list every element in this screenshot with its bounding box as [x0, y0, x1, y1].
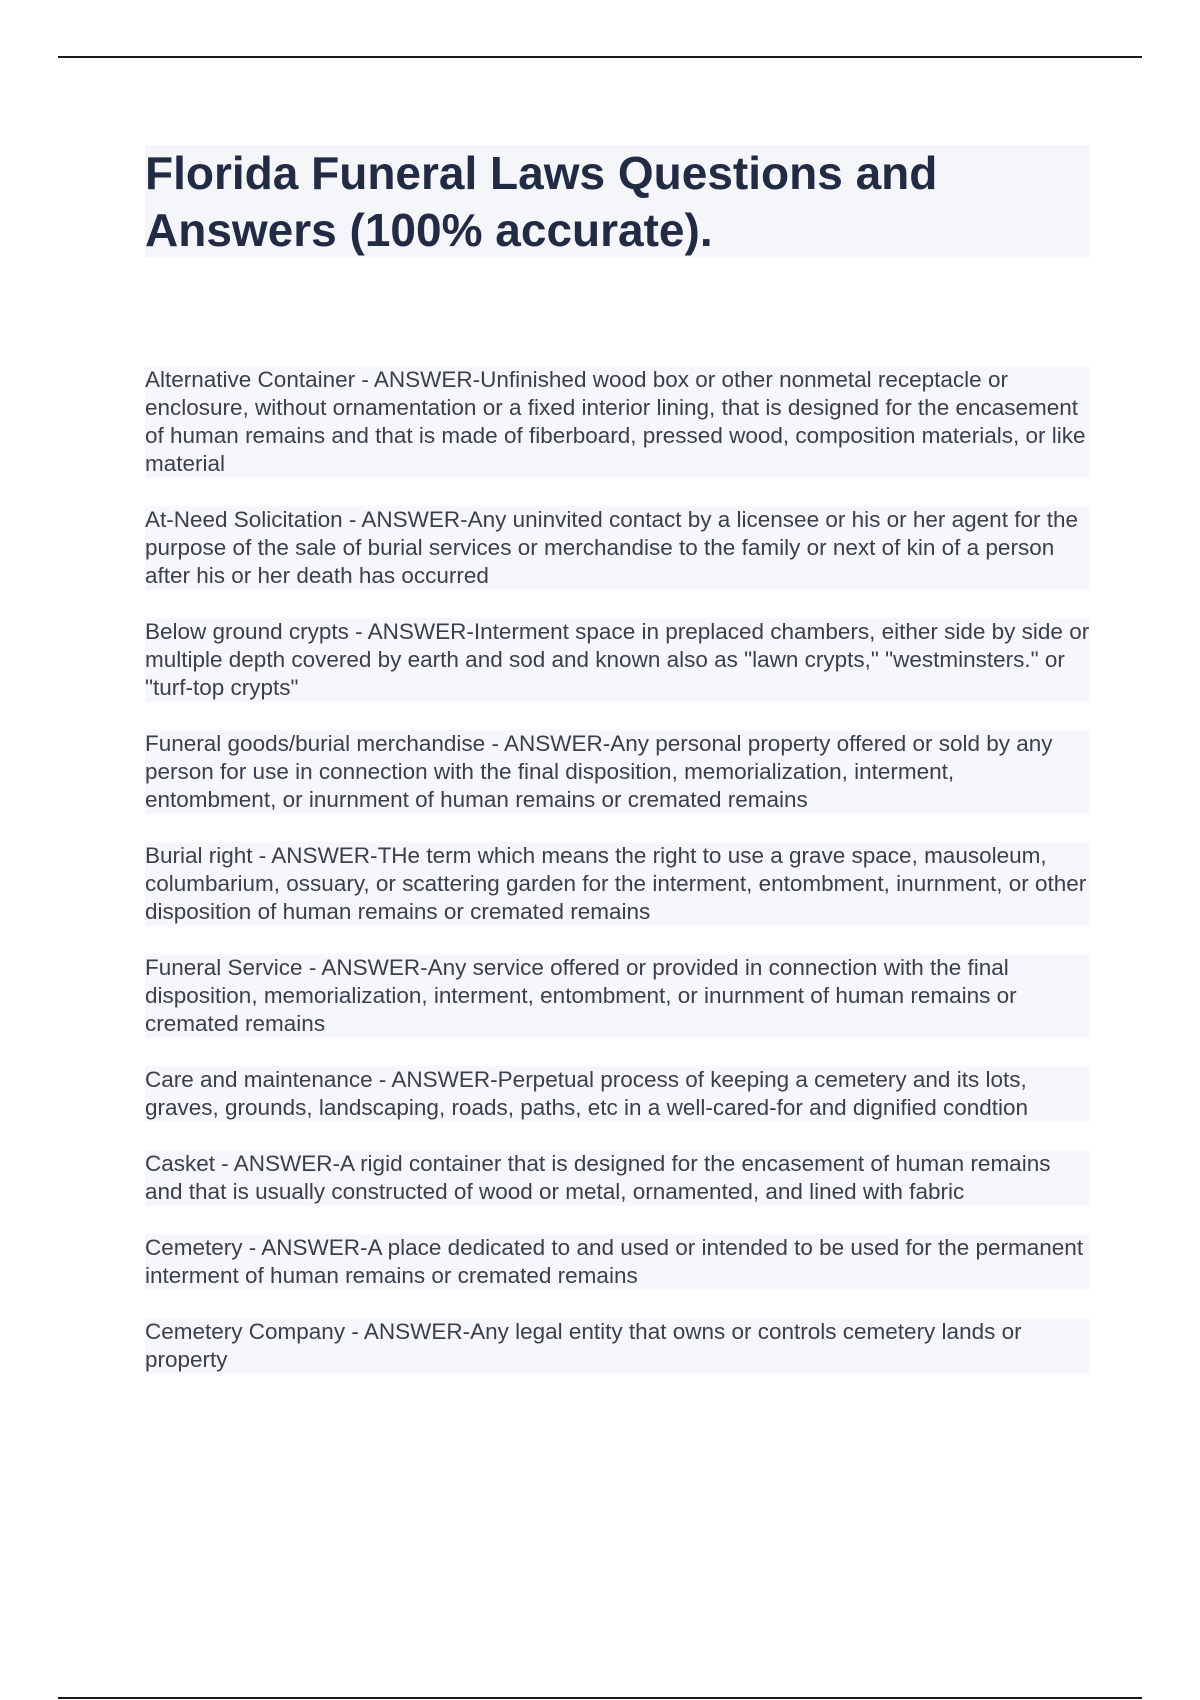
qa-item-alternative-container: [145, 366, 1090, 478]
title-block: [145, 145, 1090, 257]
qa-term: At-Need Solicitation: [145, 507, 343, 532]
qa-term: Funeral goods/burial merchandise: [145, 731, 486, 756]
qa-separator: - ANSWER-: [345, 1319, 471, 1344]
qa-answer: Any uninvited contact by a licensee or his or her agent for the purpose of the sale of burial services or merchandise to the family or next of kin of a person after his or her death has occurred: [145, 507, 1078, 588]
qa-answer: A rigid container that is designed for the encasement of human remains and that is usually constructed of wood or metal, ornamented, and lined with fabric: [145, 1151, 1051, 1204]
qa-term: Below ground crypts: [145, 619, 349, 644]
qa-answer: THe term which means the right to use a grave space, mausoleum, columbarium, ossuary, or scattering garden for the interment, entombment, inurnment, or other disposition of human remains or cremated remains: [145, 843, 1087, 924]
qa-answer: Unfinished wood box or other nonmetal receptacle or enclosure, without ornamentation or a fixed interior lining, that is designed for the encasement of human remains and that is made of fiberboard, pressed wood, composition materials, or like material: [145, 367, 1086, 476]
qa-separator: - ANSWER-: [242, 1235, 368, 1260]
qa-answer: Any personal property offered or sold by any person for use in connection with the final disposition, memorialization, interment, entombment, or inurnment of human remains or cremated remains: [145, 731, 1053, 812]
qa-term: Funeral Service: [145, 955, 303, 980]
qa-item-care-and-maintenance: [145, 1066, 1090, 1122]
qa-separator: - ANSWER-: [372, 1067, 498, 1092]
qa-item-cemetery-company: [145, 1318, 1090, 1374]
qa-item-casket: [145, 1150, 1090, 1206]
bottom-rule: [58, 1697, 1142, 1699]
qa-separator: - ANSWER-: [348, 619, 474, 644]
qa-item-cemetery: [145, 1234, 1090, 1290]
qa-separator: - ANSWER-: [252, 843, 378, 868]
qa-term: Alternative Container: [145, 367, 356, 392]
qa-term: Casket: [145, 1151, 216, 1176]
top-rule: [58, 56, 1142, 58]
qa-answer: Any legal entity that owns or controls cemetery lands or property: [145, 1319, 1022, 1372]
qa-answer: Perpetual process of keeping a cemetery and its lots, graves, grounds, landscaping, roads, paths, etc in a well-cared-for and dignified condtion: [145, 1067, 1029, 1120]
qa-term: Burial right: [145, 843, 253, 868]
qa-separator: - ANSWER-: [215, 1151, 341, 1176]
page-title: Florida Funeral Laws Questions and Answers (100% accurate).: [145, 147, 938, 256]
qa-separator: - ANSWER-: [485, 731, 611, 756]
qa-separator: - ANSWER-: [302, 955, 428, 980]
qa-term: Cemetery Company: [145, 1319, 346, 1344]
qa-item-at-need-solicitation: [145, 506, 1090, 590]
qa-separator: - ANSWER-: [355, 367, 481, 392]
qa-term: Care and maintenance: [145, 1067, 373, 1092]
qa-item-below-ground-crypts: [145, 618, 1090, 702]
qa-answer: Any service offered or provided in connection with the final disposition, memorialization, interment, entombment, or inurnment of human remains or cremated remains: [145, 955, 1017, 1036]
qa-term: Cemetery: [145, 1235, 243, 1260]
qa-item-burial-right: [145, 842, 1090, 926]
qa-list: [145, 366, 1090, 1402]
qa-item-funeral-goods: [145, 730, 1090, 814]
qa-item-funeral-service: [145, 954, 1090, 1038]
qa-separator: - ANSWER-: [342, 507, 468, 532]
qa-answer: A place dedicated to and used or intended to be used for the permanent interment of human remains or cremated remains: [145, 1235, 1084, 1288]
qa-answer: Interment space in preplaced chambers, either side by side or multiple depth covered by earth and sod and known also as "lawn crypts," "westminsters." or "turf-top crypts": [145, 619, 1090, 700]
